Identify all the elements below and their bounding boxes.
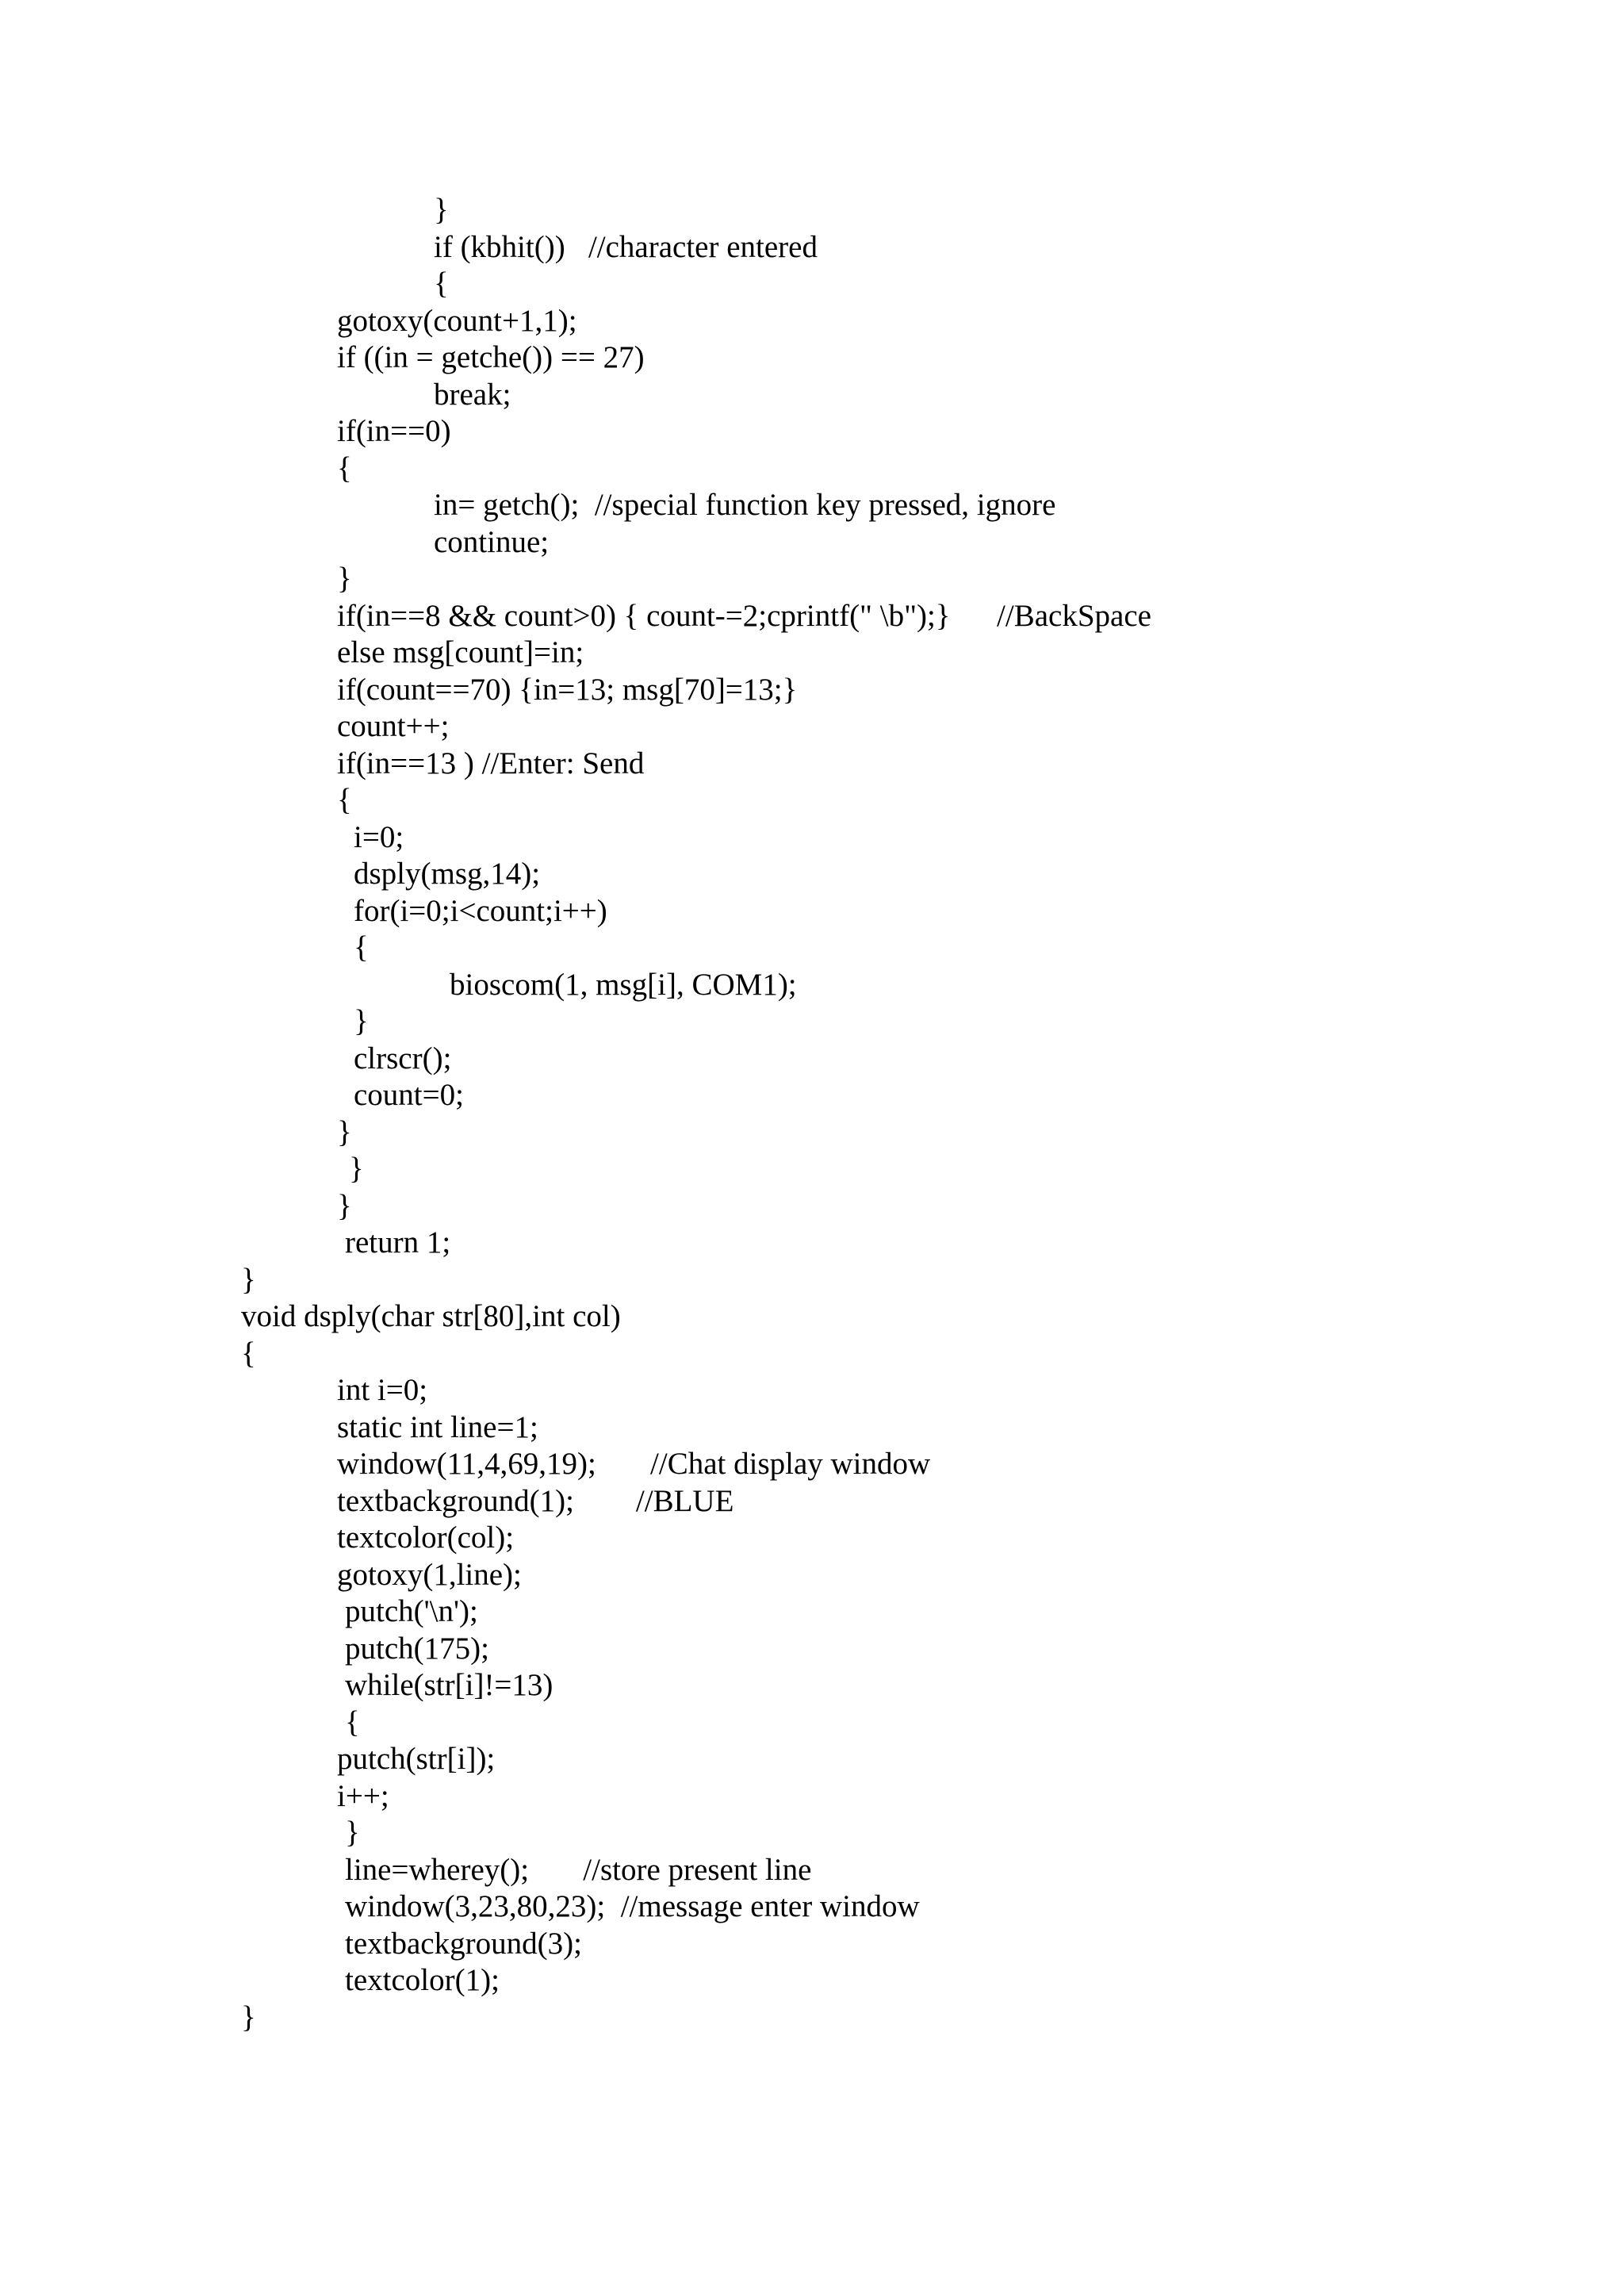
- code-line: int i=0;: [337, 1373, 428, 1407]
- code-line: textcolor(col);: [337, 1520, 515, 1555]
- code-line: gotoxy(1,line);: [337, 1558, 522, 1592]
- code-line: i=0;: [354, 820, 404, 854]
- code-line: in= getch(); //special function key pressed, ignore: [434, 488, 1056, 522]
- code-line: break;: [434, 378, 511, 412]
- code-line: return 1;: [345, 1225, 451, 1260]
- code-line: line=wherey(); //store present line: [345, 1853, 812, 1887]
- code-line: {: [337, 783, 352, 817]
- code-line: }: [241, 1263, 256, 1297]
- code-line: while(str[i]!=13): [345, 1668, 553, 1702]
- code-line: }: [337, 562, 352, 596]
- code-line: }: [354, 1004, 369, 1038]
- code-line: }: [337, 1115, 352, 1149]
- code-line: dsply(msg,14);: [354, 857, 541, 891]
- code-line: }: [345, 1816, 360, 1850]
- code-line: if(in==8 && count>0) { count-=2;cprintf(" \b");} //BackSpace: [337, 599, 1151, 633]
- code-line: putch(175);: [345, 1632, 489, 1666]
- code-line: {: [434, 266, 449, 301]
- code-line: count++;: [337, 709, 450, 743]
- code-line: if(in==0): [337, 414, 451, 448]
- code-line: if(in==13 ) //Enter: Send: [337, 746, 645, 780]
- code-line: }: [337, 1189, 352, 1223]
- code-line: textcolor(1);: [345, 1963, 500, 1997]
- code-line: textbackground(1); //BLUE: [337, 1484, 734, 1518]
- code-line: window(3,23,80,23); //message enter window: [345, 1889, 920, 1923]
- code-line: continue;: [434, 525, 550, 559]
- code-line: {: [345, 1705, 360, 1739]
- code-line: count=0;: [354, 1078, 464, 1112]
- code-line: }: [349, 1152, 364, 1186]
- code-line: else msg[count]=in;: [337, 635, 584, 669]
- code-line: {: [354, 930, 369, 964]
- code-line: }: [241, 2000, 256, 2034]
- code-line: if (kbhit()) //character entered: [434, 230, 818, 264]
- code-line: putch('\n');: [345, 1594, 478, 1628]
- code-line: putch(str[i]);: [337, 1742, 496, 1776]
- code-line: if(count==70) {in=13; msg[70]=13;}: [337, 673, 798, 707]
- code-line: static int line=1;: [337, 1410, 538, 1444]
- code-line: }: [434, 193, 449, 227]
- code-line: void dsply(char str[80],int col): [241, 1299, 621, 1333]
- code-line: {: [241, 1336, 256, 1371]
- code-line: gotoxy(count+1,1);: [337, 304, 577, 338]
- code-line: if ((in = getche()) == 27): [337, 340, 645, 374]
- code-line: bioscom(1, msg[i], COM1);: [450, 968, 797, 1002]
- code-line: for(i=0;i<count;i++): [354, 894, 607, 928]
- code-line: window(11,4,69,19); //Chat display window: [337, 1447, 931, 1481]
- code-line: clrscr();: [354, 1041, 452, 1076]
- code-line: textbackground(3);: [345, 1927, 582, 1961]
- code-line: i++;: [337, 1779, 389, 1813]
- code-line: {: [337, 451, 352, 485]
